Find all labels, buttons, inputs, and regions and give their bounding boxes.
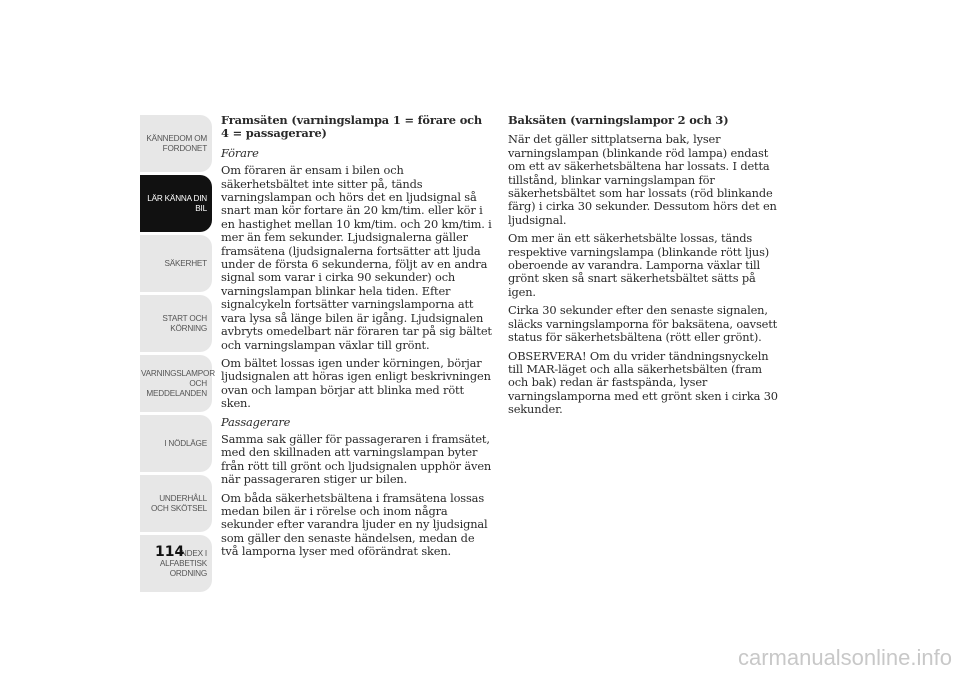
tab-kannedom-om-fordonet[interactable] bbox=[140, 115, 212, 172]
paragraph: Om föraren är ensam i bilen och säkerhetsbältet inte sitter på, tänds varningslampan och hörs det en ljudsignal så snart man kör fortare än 20 km/tim. eller kör i en hastighet mellan 10 km/tim. och 20 km/tim. i mer än fem sekunder. Ljudsignalerna gäller framsätena (ljudsignalerna fortsätter att ljuda under de första 6 sekunderna, följt av en andra signal som varar i cirka 90 sekunder) och varningslampan blinkar hela tiden. Efter signalcykeln fortsätter varningslamporna att vara lysa så länge bilen är igång. Ljudsignalen avbryts omedelbart när föraren tar på sig bältet och varningslampan växlar till grönt. bbox=[221, 163, 492, 352]
section-heading-front-seats: Framsäten (varningslampa 1 = förare och 4 = passagerare) bbox=[221, 113, 483, 141]
tab-i-nodlage[interactable] bbox=[140, 415, 212, 472]
paragraph: När det gäller sittplatserna bak, lyser varningslampan (blinkande röd lampa) endast om ett av säkerhetsbältena har lossats. I detta tillstånd, blinkar varningslampan för säkerhetsbältet som har lossats (röd blinkande färg) i cirka 30 sekunder. Dessutom hörs det en ljudsignal. bbox=[508, 132, 777, 227]
tab-label: VARNINGSLAMPOR OCH MEDDELANDEN bbox=[141, 368, 215, 398]
tab-label: INDEX I ALFABETISK ORDNING bbox=[159, 548, 207, 578]
paragraph: Om bältet lossas igen under körningen, börjar ljudsignalen att höras igen enligt beskrivningen ovan och lampan börjar att blinka med rött sken. bbox=[221, 355, 491, 411]
tab-label: LÄR KÄNNA DIN BIL bbox=[147, 193, 207, 213]
paragraph: Cirka 30 sekunder efter den senaste signalen, släcks varningslamporna för baksätena, oavsett status för säkerhetsbältena (rött eller grönt). bbox=[508, 303, 778, 345]
tab-label: UNDERHÅLL OCH SKÖTSEL bbox=[150, 493, 207, 513]
tab-label: I NÖDLÄGE bbox=[164, 438, 207, 448]
tab-label: START OCH KÖRNING bbox=[162, 313, 207, 333]
paragraph: Samma sak gäller för passageraren i framsätet, med den skillnaden att varningslampan byter från rött till grönt och ljudsignalen upphör även när passageraren stiger ur bilen. bbox=[221, 431, 492, 487]
subheading-driver: Förare bbox=[221, 145, 259, 160]
tab-lar-kanna-din-bil[interactable] bbox=[140, 175, 212, 232]
left-column bbox=[221, 114, 493, 564]
tab-label: SÄKERHET bbox=[164, 258, 207, 268]
watermark: carmanualsonline.info bbox=[737, 645, 952, 670]
tab-underhall-och-skotsel[interactable] bbox=[140, 475, 212, 532]
right-column bbox=[508, 114, 780, 422]
page-number: 114 bbox=[155, 544, 185, 560]
tab-sakerhet[interactable] bbox=[140, 235, 212, 292]
section-heading-rear-seats: Baksäten (varningslampor 2 och 3) bbox=[508, 113, 729, 127]
subheading-passenger: Passagerare bbox=[221, 414, 291, 429]
chapter-sidebar bbox=[140, 115, 215, 595]
paragraph: Om mer än ett säkerhetsbälte lossas, tänds respektive varningslampa (blinkande rött ljus) oberoende av varandra. Lamporna växlar till grönt sken så snart säkerhetsbältet sätts på igen. bbox=[508, 231, 770, 299]
paragraph: Om båda säkerhetsbältena i framsätena lossas medan bilen är i rörelse och inom några sekunder efter varandra ljuder en ny ljudsignal som gäller den senaste händelsen, medan de två lamporna lyser med oförändrat sken. bbox=[221, 490, 488, 559]
tab-varningslampor[interactable] bbox=[140, 355, 215, 412]
tab-label: KÄNNEDOM OM FORDONET bbox=[146, 133, 207, 153]
tab-start-och-korning[interactable] bbox=[140, 295, 212, 352]
paragraph: OBSERVERA! Om du vrider tändningsnyckeln till MAR-läget och alla säkerhetsbälten (fram och bak) redan är fastspända, lyser varningslamporna med ett grönt sken i cirka 30 sekunder. bbox=[508, 348, 778, 417]
